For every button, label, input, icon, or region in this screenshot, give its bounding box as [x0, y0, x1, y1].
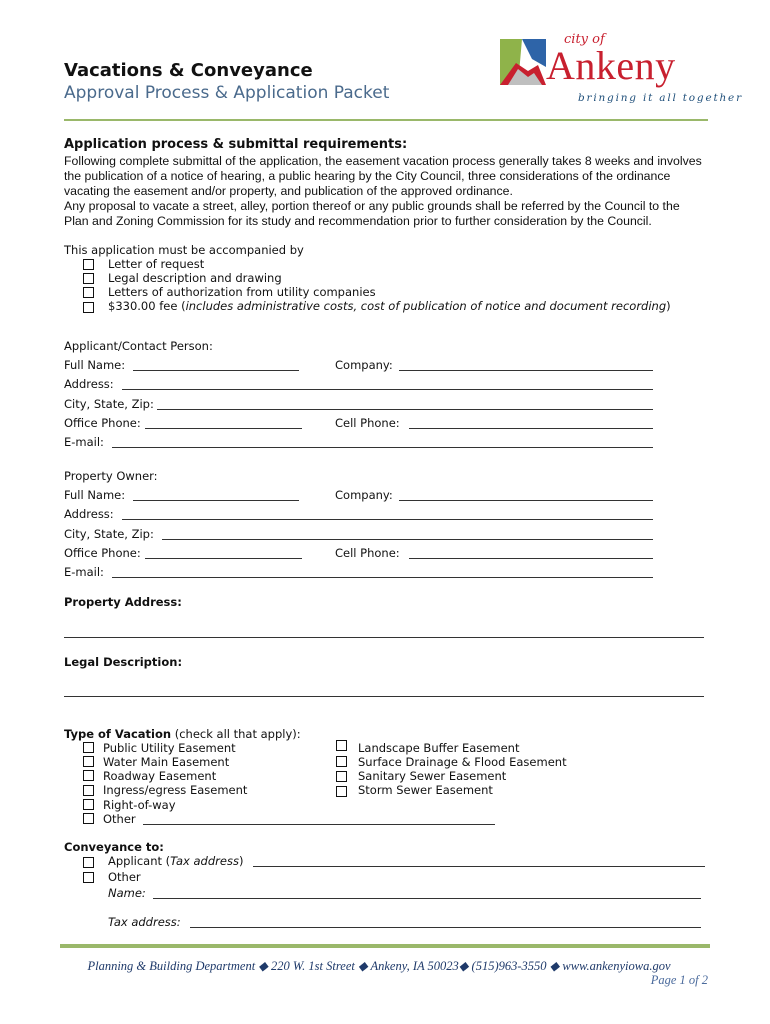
req-checkbox-letter[interactable] — [83, 259, 94, 270]
intro-paragraph-2: Any proposal to vacate a street, alley, portion thereof or any public grounds shall be referred by the Council to the Plan and Zoning Commission for its study and recommendation prior to further consideration by the Council. — [64, 199, 680, 228]
vacation-checkbox-ingress[interactable] — [83, 785, 94, 796]
vacation-heading — [64, 727, 301, 741]
vacation-label-roadway: Roadway Easement — [103, 769, 217, 783]
applicant-fullname-label: Full Name: — [64, 358, 126, 372]
conveyance-checkbox-applicant[interactable] — [83, 857, 94, 868]
vacation-checkbox-drainage[interactable] — [336, 756, 347, 767]
vacation-checkbox-storm[interactable] — [336, 786, 347, 797]
req-label-utility: Letters of authorization from utility companies — [108, 285, 376, 299]
vacation-checkbox-roadway[interactable] — [83, 770, 94, 781]
owner-email-field[interactable] — [112, 577, 653, 578]
conveyance-label-other: Other — [108, 870, 141, 884]
applicant-email-field[interactable] — [112, 447, 653, 448]
vacation-label-landscape: Landscape Buffer Easement — [358, 741, 520, 755]
vacation-label-other: Other — [103, 812, 136, 826]
conveyance-tax-label — [108, 915, 181, 929]
vacation-label-ingress: Ingress/egress Easement — [103, 783, 248, 797]
vacation-label-right-of-way: Right-of-way — [103, 798, 176, 812]
conveyance-name-field[interactable] — [153, 898, 701, 899]
footer-city: Ankeny, IA 50023 — [370, 959, 459, 973]
logo-mark-icon — [498, 37, 548, 87]
conveyance-tax-field[interactable] — [190, 927, 701, 928]
vacation-label-sanitary: Sanitary Sewer Easement — [358, 769, 507, 783]
owner-office-field[interactable] — [145, 558, 302, 559]
vacation-heading-bold: Type of Vacation — [64, 727, 172, 741]
property-address-label: Property Address: — [64, 595, 182, 609]
conveyance-applicant-italic: Tax address — [170, 854, 239, 868]
footer-phone: (515)963-3550 — [471, 959, 547, 973]
owner-city-label: City, State, Zip: — [64, 527, 154, 541]
header-divider — [64, 119, 708, 121]
intro-heading: Application process & submittal requirements: — [64, 137, 408, 152]
applicant-office-field[interactable] — [145, 428, 302, 429]
vacation-checkbox-public-utility[interactable] — [83, 742, 94, 753]
owner-company-label: Company: — [335, 488, 393, 502]
intro-paragraph-1: Following complete submittal of the application, the easement vacation process generally takes 8 weeks and involves the publication of a notice of hearing, a public hearing by the City Council, three considerations of the ordinance vacating the easement and/or property, and publication of the approved ordinance. — [64, 154, 702, 198]
owner-city-field[interactable] — [162, 539, 653, 540]
footer-contact — [64, 958, 694, 974]
applicant-company-label: Company: — [335, 358, 393, 372]
conveyance-label-applicant — [108, 854, 243, 868]
logo-city-text: city of — [564, 32, 605, 47]
vacation-label-public-utility: Public Utility Easement — [103, 741, 236, 755]
legal-description-field[interactable] — [64, 696, 704, 697]
fee-close: ) — [666, 299, 671, 313]
owner-cell-label: Cell Phone: — [335, 546, 400, 560]
applicant-city-label: City, State, Zip: — [64, 397, 154, 411]
applicant-cell-field[interactable] — [409, 428, 653, 429]
property-address-field[interactable] — [64, 637, 704, 638]
conveyance-applicant-text: Applicant ( — [108, 854, 171, 868]
owner-address-field[interactable] — [122, 519, 653, 520]
footer-web[interactable]: www.ankenyiowa.gov — [562, 959, 671, 973]
requirements-intro: This application must be accompanied by — [64, 243, 304, 257]
vacation-label-storm: Storm Sewer Easement — [358, 783, 493, 797]
legal-description-label: Legal Description: — [64, 655, 183, 669]
owner-fullname-label: Full Name: — [64, 488, 126, 502]
owner-email-label: E-mail: — [64, 565, 104, 579]
vacation-checkbox-water-main[interactable] — [83, 756, 94, 767]
page-subtitle: Approval Process & Application Packet — [64, 83, 390, 103]
footer-divider — [60, 944, 710, 948]
vacation-other-field[interactable] — [143, 824, 495, 825]
applicant-email-label: E-mail: — [64, 435, 104, 449]
page-title: Vacations & Conveyance — [64, 60, 313, 81]
logo-name-text: Ankeny — [546, 43, 676, 88]
vacation-checkbox-sanitary[interactable] — [336, 771, 347, 782]
diamond-icon: ◆ — [458, 959, 469, 973]
req-label-legal: Legal description and drawing — [108, 271, 282, 285]
vacation-checkbox-other[interactable] — [83, 813, 94, 824]
applicant-city-field[interactable] — [157, 409, 653, 410]
owner-cell-field[interactable] — [409, 558, 653, 559]
conveyance-checkbox-other[interactable] — [83, 872, 94, 883]
applicant-address-field[interactable] — [122, 389, 653, 390]
city-logo — [498, 32, 743, 112]
conveyance-applicant-field[interactable] — [253, 866, 705, 867]
owner-heading: Property Owner: — [64, 469, 158, 483]
req-checkbox-utility[interactable] — [83, 287, 94, 298]
diamond-icon: ◆ — [549, 959, 560, 973]
footer-dept: Planning & Building Department — [87, 959, 256, 973]
applicant-address-label: Address: — [64, 377, 114, 391]
vacation-checkbox-right-of-way[interactable] — [83, 799, 94, 810]
logo-tagline: bringing it all together — [578, 92, 743, 104]
owner-fullname-field[interactable] — [133, 500, 299, 501]
page-number: Page 1 of 2 — [650, 973, 708, 987]
conveyance-name-label: Name: — [108, 886, 146, 900]
req-label-fee — [108, 299, 671, 313]
owner-company-field[interactable] — [399, 500, 653, 501]
req-checkbox-legal[interactable] — [83, 273, 94, 284]
applicant-office-label: Office Phone: — [64, 416, 141, 430]
vacation-label-water-main: Water Main Easement — [103, 755, 230, 769]
req-checkbox-fee[interactable] — [83, 302, 94, 313]
diamond-icon: ◆ — [357, 959, 368, 973]
vacation-label-drainage: Surface Drainage & Flood Easement — [358, 755, 567, 769]
req-label-letter: Letter of request — [108, 257, 205, 271]
owner-office-label: Office Phone: — [64, 546, 141, 560]
applicant-cell-label: Cell Phone: — [335, 416, 400, 430]
owner-address-label: Address: — [64, 507, 114, 521]
conveyance-applicant-close: ) — [238, 854, 244, 868]
diamond-icon: ◆ — [258, 959, 268, 973]
conveyance-heading: Conveyance to: — [64, 840, 164, 854]
fee-note: includes administrative costs, cost of publication of notice and document recording — [185, 299, 667, 313]
vacation-checkbox-landscape[interactable] — [336, 740, 347, 751]
applicant-fullname-field[interactable] — [133, 370, 299, 371]
fee-label: $330.00 fee ( — [108, 299, 186, 313]
applicant-company-field[interactable] — [399, 370, 653, 371]
applicant-heading: Applicant/Contact Person: — [64, 339, 213, 353]
footer-street: 220 W. 1st Street — [271, 959, 355, 973]
conveyance-tax-text: Tax address: — [108, 915, 181, 929]
vacation-heading-rest: (check all that apply): — [171, 727, 301, 741]
